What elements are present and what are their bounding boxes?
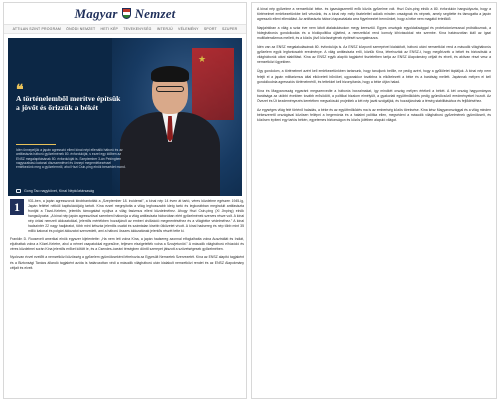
masthead[interactable] bbox=[4, 3, 246, 25]
nav-item[interactable]: SPORT bbox=[203, 27, 217, 31]
divider bbox=[16, 144, 56, 145]
logo-left: Magyar bbox=[74, 5, 118, 21]
dropcap: 1 bbox=[10, 199, 24, 215]
quote-icon: ❝ bbox=[16, 83, 24, 98]
photo-caption-text: Gong Tao nagykövet, Kínai Népköztársaság bbox=[24, 189, 95, 193]
ambassador-portrait bbox=[120, 68, 220, 196]
article-right-column bbox=[251, 2, 497, 399]
nav-item[interactable]: VÉLEMÉNY bbox=[178, 27, 199, 31]
article-body-right bbox=[257, 7, 491, 123]
nav-item[interactable]: ÖNÖDI NEMZET bbox=[66, 27, 96, 31]
nav-item[interactable]: HETI KÉP bbox=[100, 27, 119, 31]
paragraph: Az egységes világ felé történő haladás, a béke és az együttműködés ma is az emberiség közös törekvése. Kína kész Magyarországgal és a világ minden békeszerető országával közösen fellépni a hegemónia és a hatalmi politika ellen, megvédeni a második világháború győzelmének gyümölcseit, és közösen építeni egy tartós békén, egyetemes biztonságon és közös jólétben alapuló világot. bbox=[257, 107, 491, 122]
paragraph: Nyolcvan évvel ezelőtt a nemzetközi közösség a győzelem gyümölcseként létrehozta az Egyesült Nemzetek Szervezetét. Kína az ENSZ alapító tagjaként és a Biztonsági Tanács állandó tagjaként azóta is határozottan védi a második világháború után kialakult nemzetközi rendet és az ENSZ Alapokmány céljait és elveit. bbox=[10, 255, 244, 270]
nav-item[interactable]: SZUPER bbox=[222, 27, 238, 31]
photo-caption bbox=[16, 189, 94, 193]
article-left-column bbox=[3, 2, 247, 399]
paragraph: A kínai nép győzelme a nemzetközi béke- és igazságszerető erők közös győzelme volt. Hszi Csin-ping elnök a 80. évfordulón hangsúlyozta, hogy a történelmet emlékezetünkbe kell vésnünk, és a kínai nép mély tisztelettel adózik minden országnak és népnek, amely segítette és támogatta a japán agresszió elleni ellenállást. Az antifasiszta háború tapasztalata arra figyelmeztet bennünket, hogy a béke nem magától értetődő. bbox=[257, 7, 491, 22]
article-lead: Idén ünnepeljük a japán agresszió elleni kínai népi ellenálló háború és az antifasiszta háború győzelmének 80. évfordulóját, s ezzel egy időben az ENSZ megalapításának 80. évfordulóját is. Szeptember 3-án Pekingben nagyszabású katonai díszszemlével és ünnepi megemlékezéssel emlékezünk meg a győzelemről, ahol Hszi Csin-ping elnök beszédet mond. bbox=[16, 148, 126, 170]
paragraph: 931-ben, a japán agresszorok kirobbantották a „Szeptember 18. incidenst", a kínai nép 14 éven át tartó, véres küzdelme egészen 1945-ig, Japán feltétel nélküli kapitulációjáig tartott. Kína ezzel megnyitotta a világ leghosszabb ideig tartó és legkorábban megindult antifasiszta frontját a Távol-Keleten, jelentős támogatást nyújtva a világ fasizmus elleni küzdelméhez. Ahogy Hszi Csin-ping (Xi Jinping) elnök hangsúlyozta: „A kínai nép japán agresszióval szembeni háborúja a világ antifasiszta háborúban elért győzelmének szerves része volt. A kínai nép óriási nemzeti áldozatokkal, jelentős mértékben hozzájárult az emberi civilizáció megmentéséhez és a világbéke védelméhez." A kínai hadszíntér 22 nagy hadjáratot, több mint kétszáz jelentős csatát és számtalan kisebb ütközetet vívott. A kínai hadsereg és nép több mint 35 millió katonai és polgári áldozatot szenvedett, ami a háború összes áldozatának jelentős részét tette ki. bbox=[28, 199, 244, 234]
paragraph: Napjainkban a világ a száz éve nem látott átalakulásokon megy keresztül. Egyes országok egyoldalúsággal és protekcionizmussal próbálkoznak, a hidegháborús gondolkodás és a blokkpolitika újjáéled, a nemzetközi rend komoly kihívásokkal néz szembe. Kína határozottan kiáll az igazi multilateralizmus mellett, és a közös jövő közösségének építését szorgalmazza. bbox=[257, 26, 491, 41]
china-flag-icon: ★ bbox=[192, 48, 234, 120]
nav-item[interactable]: TEVEKENYSÉG bbox=[123, 27, 152, 31]
paragraph: Idén van az ENSZ megalakulásának 80. évfordulója is. Az ENSZ központi szerepével kialakított, háború utáni nemzetközi rend a második világháborús győzelem egyik legfontosabb eredménye. A világ antifasiszta erői, köztük Kína, létrehozták az ENSZ-t, hogy megőrizzék a békét és biztosítsák a világháborúk utáni stabilitást. Kína az ENSZ egyik alapító tagjaként tiszteletben tartja az ENSZ Alapokmány céljait és elveit, és aktívan részt vesz a nemzetközi ügyekben. bbox=[257, 45, 491, 65]
paragraph: Úgy gondolom, a történelmet azért kell emlékezetünkben tartanunk, hogy tanuljunk belőle, ne pedig azért, hogy a gyűlöletet tápláljuk. A kínai nép nem felejti el a japán militarizmus által elkövetett bűnöket, ugyanakkor továbbra is elkötelezett a béke és a barátság mellett. Japánnak mélyen el kell gondolkodnia agressziós történelméről, és tettekkel kell bizonyítania, hogy a béke útján halad. bbox=[257, 69, 491, 84]
article-headline: A történelemből merítve építsük a jövőt és őrizzük a békét bbox=[16, 94, 121, 112]
nav-item[interactable]: INTERJÚ bbox=[156, 27, 173, 31]
hero-image bbox=[8, 38, 242, 196]
logo-right: Nemzet bbox=[134, 5, 176, 21]
nav-item[interactable]: ATTILAN SZINT PROGRAM bbox=[12, 27, 61, 31]
camera-icon bbox=[16, 189, 21, 193]
nav-bar bbox=[4, 25, 246, 34]
article-body-left bbox=[10, 199, 244, 274]
paragraph: Franklin D. Roosevelt amerikai elnök egyszer kijelentette: „Ha nem lett volna Kína, a japán hadsereg azonnal elfoglalhatta volna Ausztráliát és Indiát, eljuthattak volna a Közel-Keletre, ahol a német csapatokkal egyesülve, teljesen elszigetelték volna a Szovjetuniót." A második világháború elhúzódó és véres küzdelmei során Kína jelentős erőket kötött le, és a Csendes-óceáni térségben döntő szerepet játszott a szövetségesek győzelmében. bbox=[10, 237, 244, 252]
paragraph: Kína és Magyarország egyaránt megszenvedte a háborús borzalmakat, így mindkét ország mélyen értékeli a békét. A két ország hagyományos barátsága az utóbbi években tovább erősödött, a politikai bizalom elmélyült, a gyakorlati együttműködés pedig gyümölcsöző eredményeket hozott. Az Övezet és Út kezdeményezés keretében megvalósuló projektek a két nép javát szolgálják, és hozzájárulnak a térség stabilitásához és fejlődéséhez. bbox=[257, 88, 491, 103]
crest-icon bbox=[122, 8, 131, 19]
